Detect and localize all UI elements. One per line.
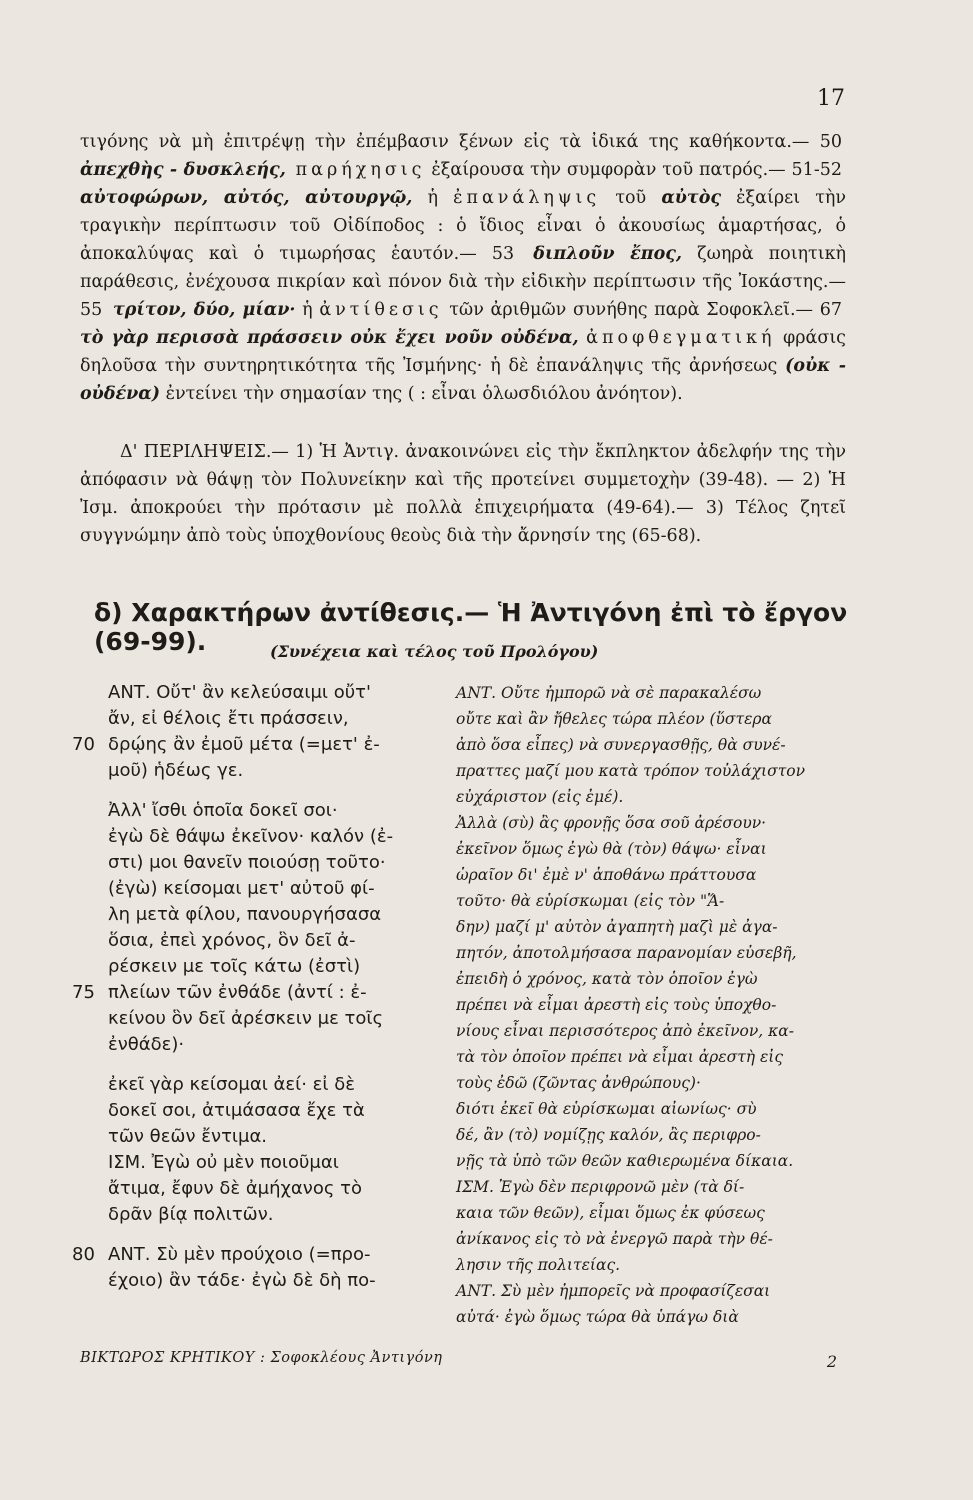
stanza-gap <box>72 1058 442 1072</box>
translation-line: διότι ἐκεῖ θὰ εὑρίσκωμαι αἰωνίως· σὺ <box>456 1100 757 1118</box>
translation-line: αὐτά· ἐγὼ ὅμως τώρα θὰ ὑπάγω διὰ <box>456 1308 739 1326</box>
note-text: ζωηρὰ ποιητικὴ παράθεσις, ἐνέχουσα πικρίαν καὶ πόνον διὰ τὴν εἰδικὴν περίπτωσιν τῆς Ἰοκάστης.— <box>80 244 847 292</box>
verse-line <box>72 1150 442 1176</box>
translation-line: πητόν, ἀποτολμήσασα παρανομίαν εὐσεβῆ, <box>456 944 797 962</box>
note-lemma: ἀπεχθὴς - δυσκλεής, <box>80 160 286 180</box>
note-term: ἀντίθεσις <box>319 300 443 320</box>
verse-text: ΙΣΜ. Ἐγὼ οὐ μὲν ποιοῦμαι <box>108 1152 339 1173</box>
verse-text: ρέσκειν με τοῖς κάτω (ἐστὶ) <box>108 956 361 977</box>
translation-line: τοὺς ἐδῶ (ζῶντας ἀνθρώπους)· <box>456 1074 701 1092</box>
verse-text: ἐκεῖ γὰρ κείσομαι ἀεί· εἰ δὲ <box>108 1074 355 1095</box>
verse-line-number: 70 <box>72 734 95 755</box>
verse-text: ὅσια, ἐπεὶ χρόνος, ὃν δεῖ ἀ- <box>108 930 356 951</box>
verse-line <box>72 1032 442 1058</box>
translation-line: πραττες μαζί μου κατὰ τρόπον τοὐλάχιστον <box>456 762 806 780</box>
note-lemma: αὐτοφώρων, αὐτός, αὐτουργῷ, <box>80 188 413 208</box>
translation-line: δέ, ἂν (τὸ) νομίζῃς καλόν, ἂς περιφρο- <box>456 1126 761 1144</box>
translation-line: ἀπὸ ὅσα εἶπες) νὰ συνεργασθῇς, θὰ συνέ- <box>456 736 786 754</box>
verse-line <box>72 954 442 980</box>
verse-text: Ἀλλ' ἴσθι ὁποῖα δοκεῖ σοι· <box>108 800 338 821</box>
note-text: τῶν ἀριθμῶν συνήθης παρὰ Σοφοκλεῖ.— <box>442 300 820 320</box>
note-term: παρήχησις <box>285 160 426 180</box>
verse-text: λη μετὰ φίλου, πανουργήσασα <box>108 904 382 925</box>
verse-text: έχοιο) ἂν τάδε· ἐγὼ δὲ δὴ πο- <box>108 1270 376 1291</box>
verse-line <box>72 1242 442 1268</box>
commentary-paragraph <box>80 128 846 408</box>
section-subheading: (Συνέχεια καὶ τέλος τοῦ Προλόγου) <box>270 642 599 661</box>
verse-text: δρᾶν βίᾳ πολιτῶν. <box>108 1204 274 1225</box>
verse-text: πλείων τῶν ἐνθάδε (ἀντί : ἐ- <box>108 982 367 1003</box>
note-text: τιγόνης νὰ μὴ ἐπιτρέψῃ τὴν ἐπέμβασιν ξένων εἰς τὰ ἰδικά της καθήκοντα.— <box>80 132 820 152</box>
translation-line: πρέπει νὰ εἶμαι ἀρεστὴ εἰς τοὺς ὑποχθο- <box>456 996 777 1014</box>
verse-text: δρῴης ἂν ἐμοῦ μέτα (=μετ' ἐ- <box>108 734 380 755</box>
verse-line <box>72 1268 442 1294</box>
commentary-notes <box>80 128 846 408</box>
translation-line: οὔτε καὶ ἂν ἤθελες τώρα πλέον (ὕστερα <box>456 710 772 728</box>
verse-line <box>72 1124 442 1150</box>
summaries-paragraph: Δ' ΠΕΡΙΛΗΨΕΙΣ.— 1) Ἡ Ἀντιγ. ἀνακοινώνει εἰς τὴν ἔκπληκτον ἀδελφήν της τὴν ἀπόφασιν νὰ θάψῃ τὸν Πολυνείκην καὶ τῆς προτείνει συμμετοχὴν (39-48). — 2) Ἡ Ἰσμ. ἀποκρούει τὴν πρότασιν μὲ πολλὰ ἐπιχειρήματα (49-64).— 3) Τέλος ζητεῖ συγγνώμην ἀπὸ τοὺς ὑποχθονίους θεοὺς διὰ τὴν ἄρνησίν της (65-68). <box>80 442 846 546</box>
note-line-number: 51-52 <box>791 160 842 180</box>
note-text: τοῦ <box>600 188 662 208</box>
translation-line: τὰ τὸν ὁποῖον πρέπει νὰ εἶμαι ἀρεστὴ εἰς <box>456 1048 784 1066</box>
translation-line: νίους εἶναι περισσότερος ἀπὸ ἐκεῖνον, κα- <box>456 1022 794 1040</box>
verse-text: ἐγὼ δὲ θάψω ἐκεῖνον· καλόν (ἐ- <box>108 826 394 847</box>
greek-text-column <box>72 680 442 1294</box>
translation-line: ἀνίκανος εἰς τὸ νὰ ἐνεργῶ παρὰ τὴν θέ- <box>456 1230 773 1248</box>
verse-line <box>72 1098 442 1124</box>
verse-line <box>72 1072 442 1098</box>
verse-line <box>72 902 442 928</box>
translation-line: ΑΝΤ. Οὔτε ἠμπορῶ νὰ σὲ παρακαλέσω <box>456 684 762 702</box>
verse-line <box>72 980 442 1006</box>
verse-text: (ἐγὼ) κείσομαι μετ' αὐτοῦ φί- <box>108 878 375 899</box>
note-line-number: 50 <box>819 132 842 152</box>
translation-line: εὐχάριστον (εἰς ἐμέ). <box>456 788 624 806</box>
note-text: ἐξαίρει τὴν τραγικὴν περίπτωσιν τοῦ Οἰδίποδος : ὁ ἴδιος εἶναι ὁ ἀκουσίως ἁμαρτήσας, ὁ ἀποκαλύψας καὶ ὁ τιμωρήσας ἑαυτόν.— <box>80 188 846 264</box>
verse-text: τῶν θεῶν ἔντιμα. <box>108 1126 268 1147</box>
verse-text: στι) μοι θανεῖν ποιούσῃ τοῦτο· <box>108 852 386 873</box>
note-line-number: 55 <box>80 300 109 320</box>
note-term: ἀποφθεγματική <box>586 328 776 348</box>
note-line-number: 67 <box>819 300 842 320</box>
verse-line <box>72 680 442 706</box>
verse-line <box>72 732 442 758</box>
translation-line: ἐκεῖνον ὅμως ἐγὼ θὰ (τὸν) θάψω· εἶναι <box>456 840 767 858</box>
verse-text: ἐνθάδε)· <box>108 1034 185 1055</box>
note-text: ἡ <box>412 188 454 208</box>
verse-line <box>72 876 442 902</box>
note-text: ἡ <box>295 300 320 320</box>
note-line-number: 53 <box>491 244 530 264</box>
verse-line <box>72 758 442 784</box>
note-lemma: διπλοῦν ἔπος, <box>533 244 683 264</box>
note-lemma: τρίτον, δύο, μίαν· <box>112 300 296 320</box>
translation-line: ΙΣΜ. Ἐγὼ δὲν περιφρονῶ μὲν (τὰ δί- <box>456 1178 745 1196</box>
translation-line: ὡραῖον δι' ἐμὲ ν' ἀποθάνω πράττουσα <box>456 866 757 884</box>
verse-line <box>72 1202 442 1228</box>
note-text <box>579 328 587 348</box>
translation-line: λησιν τῆς πολιτείας. <box>456 1256 621 1274</box>
note-lemma: τὸ γὰρ περισσὰ πράσσειν οὐκ ἔχει νοῦν οὐδένα, <box>80 328 579 348</box>
translation-line: νῇς τὰ ὑπὸ τῶν θεῶν καθιερωμένα δίκαια. <box>456 1152 794 1170</box>
translation-line: καια τῶν θεῶν), εἶμαι ὅμως ἐκ φύσεως <box>456 1204 765 1222</box>
translation-line: ΑΝΤ. Σὺ μὲν ἠμπορεῖς νὰ προφασίζεσαι <box>456 1282 771 1300</box>
verse-line-number: 80 <box>72 1244 95 1265</box>
verse-text: κείνου ὃν δεῖ ἀρέσκειν με τοῖς <box>108 1008 384 1029</box>
verse-text: ΑΝΤ. Οὔτ' ἂν κελεύσαιμι οὔτ' <box>108 682 371 703</box>
translation-line: τοῦτο· θὰ εὑρίσκωμαι (εἰς τὸν "Ἅ- <box>456 892 725 910</box>
note-text: ἐντείνει τὴν σημασίαν της ( : εἶναι ὁλωσδιόλου ἀνόητον). <box>160 384 683 404</box>
verse-text: ἄτιμα, ἔφυν δὲ ἀμήχανος τὸ <box>108 1178 363 1199</box>
stanza-gap <box>72 1228 442 1242</box>
verse-text: μοῦ) ἡδέως γε. <box>108 760 244 781</box>
page-number: 17 <box>817 86 845 111</box>
stanza-gap <box>72 784 442 798</box>
footer-author: ΒΙΚΤΩΡΟΣ ΚΡΗΤΙΚΟΥ : Σοφοκλέους Ἀντιγόνη <box>80 1350 443 1366</box>
footer-signature: 2 <box>826 1352 837 1371</box>
translation-column <box>456 680 846 1330</box>
note-text: ἐξαίρουσα τὴν συμφορὰν τοῦ πατρός.— <box>425 160 792 180</box>
verse-line <box>72 824 442 850</box>
verse-line <box>72 850 442 876</box>
verse-text: ἄν, εἰ θέλοις ἔτι πράσσειν, <box>108 708 349 729</box>
translation-line: ἐπειδὴ ὁ χρόνος, κατὰ τὸν ὁποῖον ἐγὼ <box>456 970 758 988</box>
note-term: ἐπανάληψις <box>453 188 601 208</box>
note-text: φράσις δηλοῦσα τὴν συντηρητικότητα τῆς Ἰσμήνης· ἡ δὲ ἐπανάληψις τῆς ἀρνήσεως <box>80 328 846 376</box>
translation-line: δην) μαζί μ' αὐτὸν ἀγαπητὴ μαζὶ μὲ ἀγα- <box>456 918 778 936</box>
summaries-section <box>80 438 846 550</box>
verse-text: δοκεῖ σοι, ἀτιμάσασα ἔχε τὰ <box>108 1100 365 1121</box>
verse-line <box>72 798 442 824</box>
verse-line <box>72 1176 442 1202</box>
verse-line-number: 75 <box>72 982 95 1003</box>
translation-line: Ἀλλὰ (σὺ) ἂς φρονῇς ὅσα σοῦ ἀρέσουν· <box>456 814 767 832</box>
section-heading: δ) Χαρακτήρων ἀντίθεσις.— Ἡ Ἀντιγόνη ἐπὶ τὸ ἔργον (69-99). <box>94 598 848 656</box>
verse-text: ΑΝΤ. Σὺ μὲν προύχοιο (=προ- <box>108 1244 371 1265</box>
note-lemma: (οὐκ - οὐδένα) <box>80 356 846 404</box>
verse-line <box>72 706 442 732</box>
verse-line <box>72 928 442 954</box>
note-lemma: αὐτὸς <box>661 188 722 208</box>
verse-line <box>72 1006 442 1032</box>
